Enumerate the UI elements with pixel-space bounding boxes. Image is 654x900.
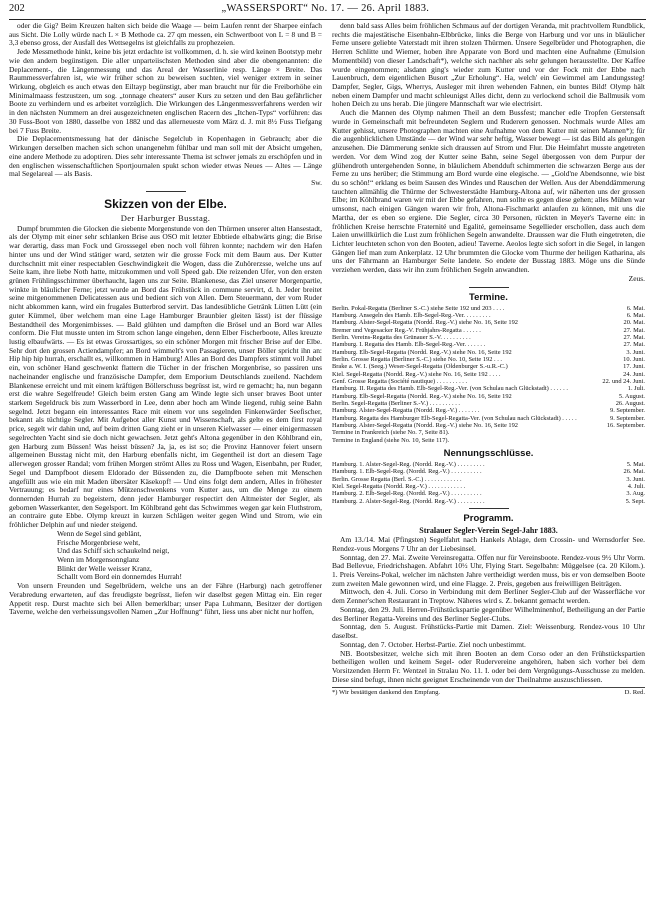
list-item (332, 437, 645, 444)
list-item (332, 415, 645, 422)
paragraph: Sonntag, den 27. Mai. Zweite Vereinsregatta. Offen nur für Vereinsboote. Rendez-vous 9½ Uhr Vorm. Bad Bellevue, Friedrichshagen. Abfahrt 10½ Uhr, Flying Start. Segelbahn: Müggelsee (ca. 20 Kilom.). 1. Preis Vereins-Pokal, welcher im nächsten Jahre vertheidigt werden muss, bis er von demselben Boote zum zweiten Male gewonnen wird, und eine Flagge. 2. Preis, gegeben aus freiwilligen Beiträgen. (332, 552, 645, 588)
event-name: Hamburg. 1. Alster-Segel-Reg. (Nordd. Reg.-V.) . . . . . . . . . (332, 461, 485, 469)
event-name: Hamburg. 2. Alster-Segel-Reg. (Nordd. Reg.-V.) . . . . . . . . . (332, 497, 485, 505)
list-item (332, 498, 645, 505)
event-name: Genf. Grosse Regatta (Société nautique) . . . . . . . . . . (332, 378, 468, 385)
verse-line: Wenn de Segel sind geblänt, (57, 528, 142, 538)
list-item (332, 483, 645, 490)
left-column (9, 22, 322, 900)
footnote-signature: D. Red. (624, 689, 645, 697)
paragraph: Auch die Mannen des Olymp nahmen Theil an dem Bussfest; mancher edle Tropfen Gerstensaft wurde in Gemeinschaft mit befreundeten Seglern und Ruderern genossen. Nochmals wurde Alles am Kutter gehisst, unsere Photographen machten eine Aufnahme von dem Kutter mit seinen Mannen*); für die augenblicklichen Umstände — der Wind war sehr heftig, Wasser bewegt — ist das Bild als gelungen anzusehen. Die Dämmerung senkte sich draussen auf Strom und Flur. Die Heimfahrt musste angetreten werden. Vor dem Wind zog der Kutter seine Bahn, seine Segel übergossen von dem Purpur der glühendroth untergehenden Sonne, in bläulichem Abendduft schimmerten die schwarzen Berge aus der Ferne zu uns herüber; die Stimmung am Bord wurde eine elegische. — „Gold'ne Abendsonne, wie bist du so schön!“ erklang es beim Sausen des Windes und Rauschen der Wellen. Aus der Abenddämmerung tauchten allmählig die Thürme der Schwesterstädte Hamburg-Altona auf, wir näherten uns der grossen Elbe; im Köhlbrand waren wir mit der Ebbe gefahren, nun sollte es gegen diese gehen; alles Mühen war umsonst, nach einigen Gängen waren wir froh, Altona-Fischmarkt anlaufen zu können, mit uns die Martha, der es eben so ergiene. Die Segler, circa 30 Personen, rückten in Meyer's Taverne ein: in fröhlichen Kreise herrschte Fraternité und Egalité, gemeinsame Segellieder erschollen, dass auch dem Laien unwillkürlich die Lust zum fröhlichen Segeln anwandelte. Draussen war die Fluth eingetreten, die Lichter leuchteten schon von den Booten, adieu! Taverne. Aeolos legte sich sofort in die Segel, in langen Gängen lief man zum Ankerplatz. 12 Uhr brummten die Glocke vom Thurme der heiligen Katharina, als uns der Fährmann an Hamburger Seite landete. So endete der Busstag 1883. Möge uns die Sünde verziehen werden, dass wir ihn zum fröhlichen Segeln anwandten. (332, 108, 645, 275)
event-name: Berlin. Pokal-Regatta (Berliner S.-C.) siehe Seite 192 und 203 . . . . (332, 304, 505, 312)
list-item (332, 349, 645, 356)
event-name: Hamburg. Alster-Segel-Regatta (Nordd. Reg.-V.) siehe No. 16, Seite 192 (332, 319, 518, 327)
list-item (332, 378, 645, 385)
event-name: Berlin. Segel-Regatta (Berliner S.-V.) . . . . . . . . . . (332, 400, 461, 408)
list-item (332, 319, 645, 326)
event-date: 6. Mai. (626, 304, 645, 312)
paragraph: Am 13./14. Mai (Pfingsten) Segelfahrt nach Hankels Ablage, dem Crossin- und Wernsdorfer See. Rendez-vous Morgens 7 Uhr an der Liebesinsel. (332, 535, 645, 553)
termine-title: Termine. (469, 291, 508, 303)
event-name: Termine in Frankreich (siehe No. 7, Seite 81). (332, 429, 450, 437)
event-name: Brake a. W. I. (Seeg.) Weser-Segel-Regatta (Oldenburger S.-u.R.-C.) (332, 363, 508, 371)
paragraph: Sonntag, den 7. October. Herbst-Partie. Ziel noch unbestimmt. (340, 639, 526, 649)
page-number: 202 (9, 3, 25, 14)
intro-signature: Sw. (311, 177, 322, 187)
list-item (332, 305, 645, 312)
event-date: 3. Juni. (626, 475, 645, 483)
footnote-text: *) Wir bestätigen dankend den Empfang. (332, 689, 441, 697)
event-date: 27. Mai. (623, 326, 645, 334)
event-date: 16. September. (606, 422, 645, 430)
paragraph: Die Deplacementsmessung hat der dänische Segelclub in Kopenhagen in Gebrauch; aber die Wirkungen derselben machen sich schon unangenehm fühlbar und man soll mit der Absicht umgehen, eine andere Methode zu adoptiren. Dies sehr interessante Thema ist schwer jemals zu erschöpfen und in den englischen wissenschaftlichen Sportjournalen spukt schon wieder etwas Neues — Altes — Länge mal Segelareal — als Basis. (9, 134, 322, 179)
event-name: Berlin. Grosse Regatta (Berliner S.-C.) siehe No. 10, Seite 192 . . . (332, 355, 503, 363)
verse-line: Frische Morgenbriese weht, (57, 537, 141, 547)
event-name: Hamburg. II. Regatta des Hamb. Elb-Segel-Reg.-Ver. (von Schulau nach Glückstadt) . . . . . . (332, 385, 568, 393)
list-item (332, 371, 645, 378)
list-item (332, 429, 645, 436)
event-date (597, 437, 645, 444)
programm-club: Stralauer Segler-Verein Segel-Jahr 1883. (419, 526, 558, 536)
event-date: 1. Juli. (627, 385, 645, 393)
event-date: 24. Juni. (623, 370, 645, 378)
event-date: 6. Mai. (626, 311, 645, 319)
event-name: Bremer und Vegesacker Reg.-V. Frühjahrs-Regatta . . . . . . (332, 326, 481, 334)
event-date: 5. August. (618, 392, 645, 400)
event-date: 26. August. (615, 400, 645, 408)
poem-verse (9, 530, 322, 582)
list-item (332, 334, 645, 341)
event-name: Berlin. Vereins-Regatta des Grünauer S.-V. . . . . . . . . . (332, 333, 471, 341)
list-item (332, 312, 645, 319)
event-date: 26. Mai. (623, 468, 645, 476)
list-item (332, 385, 645, 392)
article-body-right (332, 22, 645, 275)
article-title: Skizzen von der Elbe. (104, 196, 227, 211)
event-date (597, 429, 645, 436)
paragraph: Dumpf brummten die Glocken die siebente Morgenstunde von den Thürmen unserer alten Hansestadt, als der Olymp mit einer sehr schlanken Brise aus OSO mit letzter Ebbtiede elbabwärts ging; die Brise war derartig, dass man Fock und Grosssegel eben noch voll führen konnte; nachdem wir den Hafen hinter uns und der Wind stätiger ward, setzten wir die grosse Fock mit dem Baum aus. Der Kutter durchschnitt mit einer respectablen Geschwindigkeit die Wogen, dass die Zuhörerzsse, welche uns auf Seite kam, ihre liebe Noth hatte, mitzukommen und voll Speed gab. Die reizenden Ufer, von den ersten grünen Frühlingsschimmer überhaucht, lagen uns zur Seite. Blankenese, das Ziel unserer Morgenpartie, winkte in bläulicher Ferne; jetzt wurde an Bord das Frühstück in commune servirt, d. h. Jeder breitet seine mitgenommenen Delicatessen aus und bedient sich von Allen. Dem Steuermann, der vom Ruder nicht abkommen kann, wird ein frugales Butterbrod servirt. Das landesübliche Getränk Lütten Lütt (ein guter Kümmel, über welchem man eine Lage Hamburger Braunbier gleiten lässt) ist der flüssige Bestandtheil des Morgenimbisses. — Bald glühten und dampften die Brösel und an Bord war Alles conform. Die Flut musste unten im Strom schon lange eingehen, denn Elber Fischerboote, Alles kreuzte lustig elbaufwärts. — Es ist etwas Grossartiges, so ein schöner Morgen mit frischer Brise auf der Elbe. Sehr dort den grossen Actiendampfer; an Bord wimmelt's von Passagieren, unser Böller spricht ihn an: Hip hip hip hurrah, erschallt es, willkommen in Hamburg! Alles an Bord des Dampfers stimmt voll Jubel ein, von schöner Hand geschwenkt flattern die Tücher in der frischen Morgenbrise, so passiren uns nacheinander englische und französische Dampfer, dem Emporium Deutschlands zueilend. Nachdem Blankenese erreicht und mit einem kräftigen Böllerschuss begrüsst ist, wird re gemacht; ha, nun begann erst die wahre Segelfreude! Gleich beim ersten Gang am Winde legte sich unser braves Boot unter starkem Segeldruck bis zum Wasserbord in Lee, denn aber hoch am Winde liegend, ruhig seine Bahn segelnd. Jetzt begann ein interessantes Race mit einem vor uns segelnden Finkenwärder Seefischer, bekannt als tüchtige Segler. Mit Aufgebot aller Kunst und Wissenschaft, als gelte es dem first royal price, segelt wir dahin und, auf beim dritten Gang zieht er in unseren Kielwasser — einer einigermassen segelrechten Yacht sind sie doch nicht gewachsen. Jetzt geht's Altona gegenüber in den Köhlbrand ein, gen Harburg zum Büssen! Was heisst büssen? Ja, ja, es ist so; die Provinz Hannover feiert unsern allgemeinen Busstag nicht mit, den Harburg ebenfalls nicht, im Gegentheil ist dort an diesem Tage allerwegen grosser Randal; vom frühen Morgen strömt Alles zu Ross und Wagen, Eisenbahn, per Ruder, Segel und Dampfboot diesem Eldorado der Büssenden zu, die Dampfboote sehen mit Menschen angefüllt aus wie ein mit Maden übersäter Käsekopf! — Und eins folgt dem andern, Alles in fröhester Vertrauung; es bedarf nur eines Mützenschwenkens vom Kutter aus, um die Menge zu einem donnernden Hurrah zu begeistern, denn jeder Hamburger respectirt den Altmeister der Segler, als gebornen Wasserkanter, den Segelsport. Im Köhlbrand geht das Schwimmes wegen gar kein Fluthstrom, an contraire gute Ebbe. Olymp kreuzt in kurzen Schlägen weiter gegen Wind und Strom, wie ein fröhlicher Delphin auf und nieder steigend. (9, 223, 322, 530)
publication-header-title: „WASSERSPORT“ No. 17. — 26. April 1883. (221, 3, 430, 14)
list-item (332, 400, 645, 407)
event-name: Hamburg. I. Regatta des Hamb. Elb-Segel-Reg.-Ver. . . . . . . (332, 341, 486, 349)
verse-line: Blinkt der Welle weisser Kranz, (57, 563, 152, 573)
event-name: Hamburg. 1. Elb-Segel-Reg. (Nordd. Reg.-V.) . . . . . . . . . . (332, 468, 482, 476)
event-name: Hamburg. Elb-Segel-Regatta (Nordd. Reg.-V.) siehe No. 16, Seite 192 (332, 348, 512, 356)
article-body-continued (9, 582, 322, 617)
list-item (332, 476, 645, 483)
footnote (332, 687, 645, 697)
event-name: Kiel. Segel-Regatta (Nordd. Reg.-V.) siehe No. 16, Seite 192 . . . . (332, 370, 501, 378)
event-date: 17. Juni. (623, 363, 645, 371)
article-body (9, 225, 322, 530)
event-date: 20. Mai. (623, 319, 645, 327)
event-name: Hamburg. Alster-Segel-Regatta (Nordd. Reg.-V.) siehe No. 16, Seite 192 (332, 422, 518, 430)
termine-list (332, 305, 645, 445)
divider (469, 508, 509, 509)
event-name: Hamburg. Elb-Segel-Regatta (Nordd. Reg.-V.) siehe No. 16, Seite 192 (332, 392, 512, 400)
event-name: Hamburg. Alster-Segel-Regatta (Nordd. Reg.-V.) . . . . . . . (332, 407, 480, 415)
nennungs-list (332, 461, 645, 505)
event-date: 27. Mai. (623, 333, 645, 341)
paragraph: Jede Messmethode hinkt, keine bis jetzt erdachte ist vollkommen, d. h. sie wird keinen Bootstyp mehr wie den andern begünstigen. Die aller unparteiischsten Methoden sind aber die obengenannten: die Deplacement-, die Längenmessung und das Areal der Wasserlinie resp. Länge × Breite. Das Raummessverfahren ist, wie wir früher schon zu beweisen suchten, viel weniger extrem in seiner Wirkung, obgleich es auch etwas den Eiltayp begünstigt, aber man braucht nur für die Freiborhöhe ein Minimalmaass festzustzen, um sog. „tonnage cheaters“ auser Kurs zu setzen und den Bau gefährlicher Boote zu verhindern und es arbeitet vorzüglich. Die Wirkungen des Längenmessverfahrens werden wir in den nächsten Nummern an drei ausgezeichneten englischen Racern des „Itchen-Typs“ vorführen: das 30 Fuss-Boot von 1880, dasselbe von 1882 und das allerneueste vom März d. J. mit 8½ Fuss Tiefgang bei 7 Fuss Breite. (9, 47, 322, 135)
list-item (332, 461, 645, 468)
event-date: 22. und 24. Juni. (602, 378, 645, 385)
list-item (332, 490, 645, 497)
event-date: 5. Mai. (626, 461, 645, 469)
programm-body (332, 536, 645, 684)
list-item (332, 422, 645, 429)
event-date: 9. September. (610, 407, 645, 415)
nennungs-title: Nennungsschlüsse. (443, 448, 534, 460)
event-name: Berlin. Grosse Regatta (Berl. S.-C.) . . . . . . . . . . . . (332, 475, 462, 483)
article-subtitle: Der Harburger Busstag. (120, 212, 211, 223)
event-date: 10. Juni. (623, 355, 645, 363)
divider (146, 191, 186, 192)
list-item (332, 356, 645, 363)
list-item (332, 341, 645, 348)
event-date: 3. Aug. (626, 490, 645, 498)
list-item (332, 468, 645, 475)
paragraph: NB. Bootsbesitzer, welche sich mit ihren Booten an dem Corso oder an den Frühstückspartien betheiligen wollen und keinem Segel- oder Rudervereine angehören, haben sich vorher bei dem Vorsitzenden Herrn Fr. Wentzel in Stralau No. 11. I. oder bei dem Vergnügungs-Ausschusse zu melden. Diese sind befugt, ihnen nicht geeignet Erscheinende von der Theilnahme auszuschliessen. (332, 648, 645, 684)
event-name: Hamburg. Ansegeln des Hamb. Elb-Segel-Reg.-Ver. . . . . . . . . (332, 311, 491, 319)
verse-line: Und das Schiff sich schaukelnd neigt, (57, 546, 170, 556)
paragraph: Sonntag, den 5. August. Frühstücks-Partie mit Damen. Ziel: Weissenburg. Rendez-vous 10 Uhr daselbst. (332, 622, 645, 641)
event-date: 5. Sept. (625, 497, 645, 505)
event-date: 27. Mai. (623, 341, 645, 349)
event-date: 3. Juni. (626, 348, 645, 356)
programm-title: Programm. (463, 513, 514, 525)
article-signature: Zeus. (628, 273, 645, 283)
page-header (9, 3, 646, 20)
list-item (332, 363, 645, 370)
measurement-article (9, 22, 322, 179)
divider (469, 287, 509, 288)
event-date: 9. September. (610, 414, 645, 422)
paragraph: oder die Gig? Beim Kreuzen halten sich beide die Waage — beim Laufen rennt der Sharpee einfach aus Sicht. Die Lolly würde nach L × B Methode ca. 27 qm messen, ein Schwertboot von L = 8 und B = 3,3 ebenso gross, der Ausfall des Wettsegelns ist gleichfalls zu prophezeien. (9, 22, 322, 48)
list-item (332, 407, 645, 414)
event-name: Hamburg. 2. Elb-Segel-Reg. (Nordd. Reg.-V.) . . . . . . . . . . (332, 490, 482, 498)
event-name: Kiel. Segel-Regatta (Nordd. Reg.-V.) . . . . . . . . . . . . (332, 483, 466, 491)
event-date: 4. Juli. (627, 483, 645, 491)
verse-line: Wenn im Morgensonnglanz (57, 554, 140, 564)
list-item (332, 327, 645, 334)
paragraph: Sonntag, den 29. Juli. Herren-Frühstückspartie gegenüber Wilhelminenhof, Betheiligung an der Partie des Berliner Regatta-Vereins und des Berliner Segler-Clubs. (332, 604, 645, 623)
event-name: Termine in England (siehe No. 10, Seite 117). (332, 436, 450, 444)
right-column (332, 22, 645, 900)
paragraph: denn bald sass Alles beim fröhlichen Schmaus auf der dortigen Veranda, mit prachtvollem Rundblick, rechts die majestätische Eisenbahn-Elbbrücke, links die Berge von Harburg und vor uns in bläulicher Ferne unsere geliebte Vaterstadt mit ihren stolzen Thürmen. Unsere Segelbrüder und Photographen, die Herren Schlitte und Wiemer, hoben ihre Apparate von Bord und machten eine Aufnahme (Emulsion Momentbild) von dieser Landschaft*), welche sich nachher als sehr gelungen herausstellte. Der Kaffee wurde eingenommen; alsdann ging's wieder zum Kutter und vor der Fock mit der Ebbe nach Lauenbruch, dem eigentlichen Busort „Zur Erholung“. Ha, welch' ein Gewimmel am Landungssteg! Dampfer, Segler, Gigs, Wherrys, Ausleger mit ihren wehenden Fahnen, ein buntes Bild! Olymp hält neben einem Dampfer und macht schleunigst Alles dicht, denn zu verlockend schoil die Ballmusik vom hohen Deich zu uns herab. Die jüngere Mannschaft war wie electrisirt. (332, 22, 645, 109)
list-item (332, 393, 645, 400)
paragraph: Von unsern Freunden und Segelbrüdern, welche uns an der Fähre (Harburg) nach getroffener Verabredung erwarteten, auf das freudigste begrüsst, liefen wir daselbst gegen Mittag ein. Ein reger Appetit resp. Durst machte sich bei Allen bemerklbar; unser Papa Luhmann, Besitzer der dortigen Taverne, welche den verheissungsvollen Namen „Zur Hoffnung“ führt, liess uns aber nicht nur hoffen, (9, 581, 322, 617)
event-name: Hamburg. Regatta des Hamburger Elb-Segel-Regatta-Ver. (von Schulau nach Glückstadt) . . . . . (332, 414, 577, 422)
verse-line: Schallt vom Bord ein donnerndes Hurrah! (57, 572, 182, 582)
paragraph: Mittwoch, den 4. Juli. Corso in Verbindung mit dem Berliner Segler-Club auf der Wasserfläche vor dem Zenner'schen Restaurant in Treptow. Näheres wird s. Z. bekannt gemacht werden. (332, 587, 645, 606)
